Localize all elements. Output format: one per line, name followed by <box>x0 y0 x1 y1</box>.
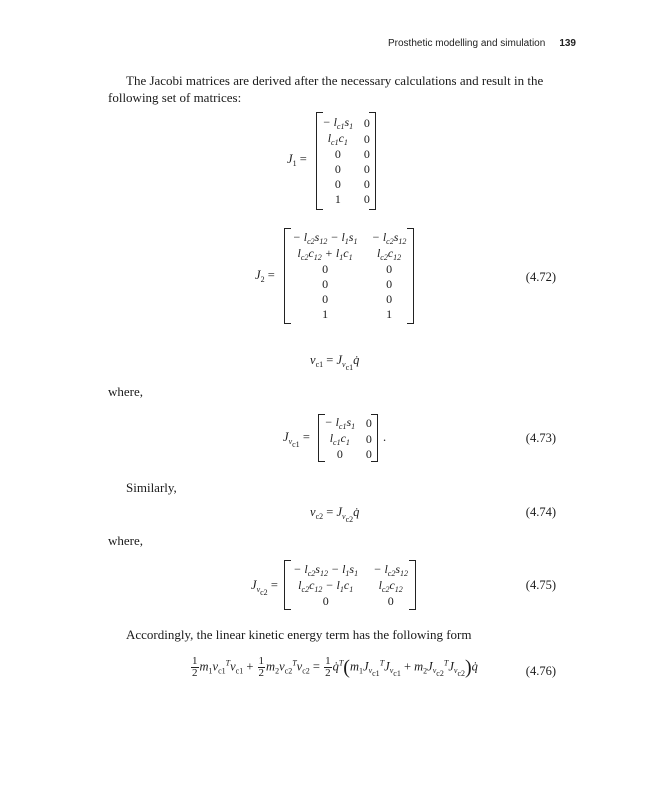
j2-label: $J_2$ = <box>255 268 275 284</box>
intro-paragraph: The Jacobi matrices are derived after the necessary calculations and result in the following set of matrices: <box>108 73 544 105</box>
jv1-matrix: − $l_{c1}s_1$ 0 $l_{c1}c_1$ 0 0 0 <box>318 414 378 462</box>
j1-cell: − $l_{c1}s_1$ <box>322 115 354 131</box>
equation-number-4-72: (4.72) <box>525 270 556 284</box>
jv2-matrix: − $l_{c2}s_{12} - l_1s_1$ − $l_{c2}s_{12}$ $l_{c2}c_{12} - l_1c_1$ $l_{c2}c_{12}$ 0 0 <box>284 560 416 610</box>
j1-matrix: − $l_{c1}s_1$ 0 $l_{c1}c_1$ 0 0 0 0 0 0 0 1 0 <box>316 112 376 210</box>
equation-number-4-76: (4.76) <box>525 664 556 678</box>
page-number: 139 <box>559 38 576 49</box>
kinetic-energy-equation: $\frac{1}{2}$ $m_1v_{c1}^Tv_{c1}$ + $\frac{1}{2}$ $m_2v_{c2}^Tv_{c2}$ = $\frac{1}{2}$ $q̇^T(m_1J_{v_{c1}}^TJ_{v_{c1}}$ + $m_2J_{v_{c2}}^TJ_{v_{c2}})q̇$ <box>192 655 478 679</box>
jv2-label: $J_{v_{c2}}$ = <box>251 578 278 597</box>
similarly-text: Similarly, <box>126 480 177 495</box>
vc2-equation: $v_{c2}$ = $J_{v_{c2}}q̇$ <box>310 505 360 524</box>
equation-number-4-73: (4.73) <box>525 431 556 445</box>
running-title: Prosthetic modelling and simulation <box>388 38 546 49</box>
j1-label: $J_1$ = <box>287 152 307 168</box>
j2-matrix: − $l_{c2}s_{12} - l_1s_1$ − $l_{c2}s_{12}$ $l_{c2}c_{12} + l_1c_1$ $l_{c2}c_{12}$ 0 0 0 0 0 0 1 1 <box>284 228 414 324</box>
accordingly-paragraph: Accordingly, the linear kinetic energy term has the following form <box>126 627 472 642</box>
jv1-label: $J_{v_{c1}}$ = <box>283 430 310 449</box>
where-text-1: where, <box>108 384 144 399</box>
period: . <box>383 430 387 444</box>
equation-number-4-74: (4.74) <box>525 505 556 519</box>
vc1-equation: $v_{c1}$ = $J_{v_{c1}}q̇$ <box>310 353 360 372</box>
where-text-2: where, <box>108 533 144 548</box>
running-header <box>388 38 576 49</box>
equation-number-4-75: (4.75) <box>525 578 556 592</box>
